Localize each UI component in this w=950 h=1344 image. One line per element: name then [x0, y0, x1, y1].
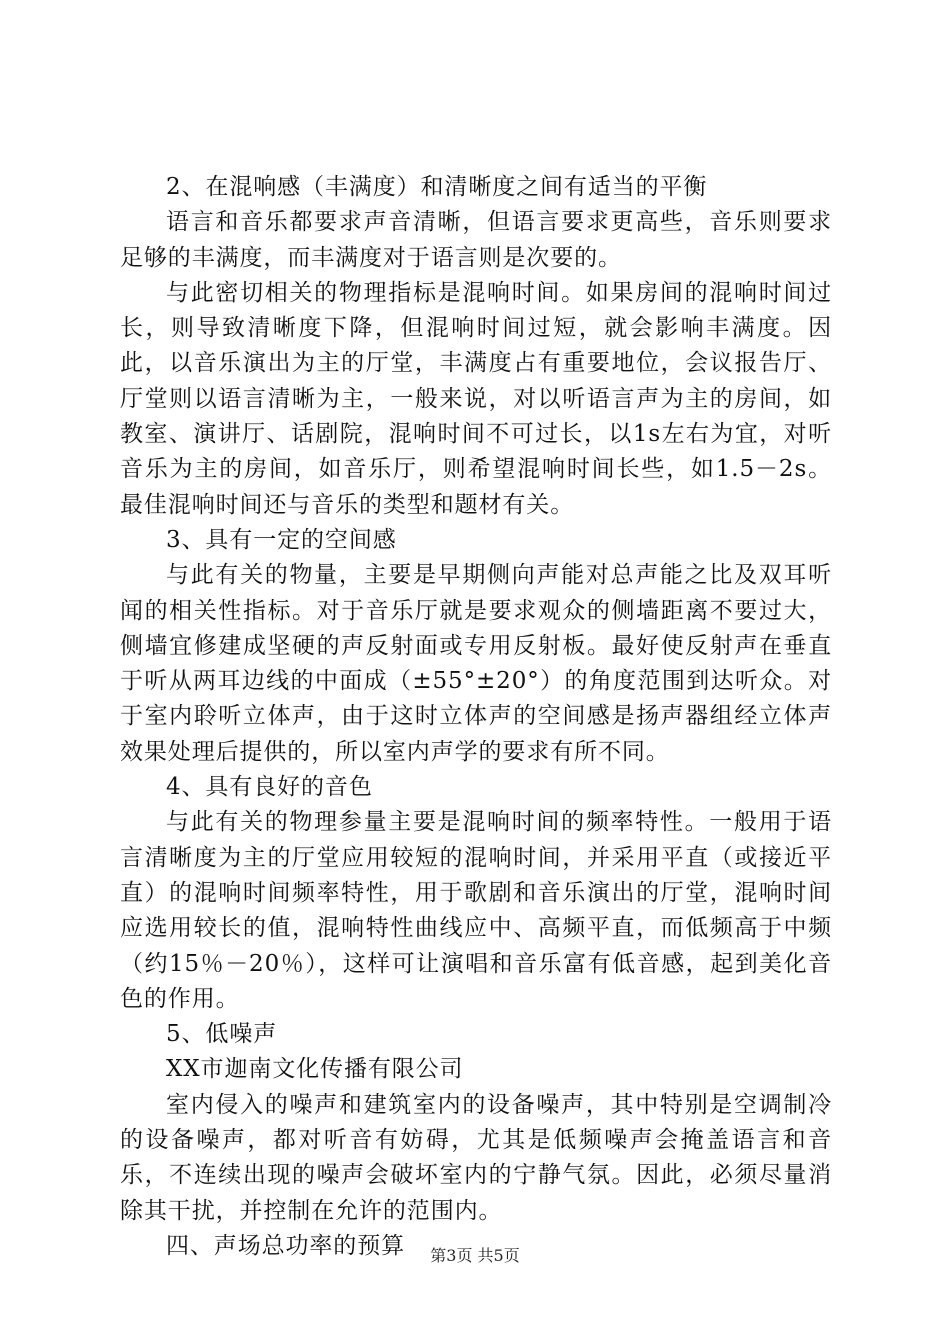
section-heading-timbre: 4、具有良好的音色	[166, 774, 373, 801]
page-footer	[0, 1246, 950, 1266]
page-number-label: 第3页 共5页	[430, 1246, 520, 1265]
body-paragraph: 与此有关的物量，主要是早期侧向声能对总声能之比及双耳听闻的相关性指标。对于音乐厅就是要求观众的侧墙距离不要过大，侧墙宜修建成坚硬的声反射面或专用反射板。最好使反射声在垂直于听从两耳边线的中面成（±55°±20°）的角度范围到达听众。对于室内聆听立体声，由于这时立体声的空间感是扬声器组经立体声效果处理后提供的，所以室内声学的要求有所不同。	[120, 562, 832, 765]
document-body	[120, 170, 832, 1264]
body-paragraph: 语言和音乐都要求声音清晰，但语言要求更高些，音乐则要求足够的丰满度，而丰满度对于语言则是次要的。	[120, 209, 832, 271]
section-heading-power-budget: 四、声场总功率的预算	[166, 1232, 405, 1259]
body-paragraph: 与此密切相关的物理指标是混响时间。如果房间的混响时间过长，则导致清晰度下降，但混响时间过短，就会影响丰满度。因此，以音乐演出为主的厅堂，丰满度占有重要地位，会议报告厅、厅堂则以语言清晰为主，一般来说，对以听语言声为主的房间，如教室、演讲厅、话剧院，混响时间不可过长，以1s左右为宜，对听音乐为主的房间，如音乐厅，则希望混响时间长些，如1.5－2s。最佳混响时间还与音乐的类型和题材有关。	[120, 279, 832, 518]
section-heading-balance: 2、在混响感（丰满度）和清晰度之间有适当的平衡	[166, 174, 708, 200]
body-paragraph: 与此有关的物理参量主要是混响时间的频率特性。一般用于语言清晰度为主的厅堂应用较短的混响时间，并采用平直（或接近平直）的混响时间频率特性，用于歌剧和音乐演出的厅堂，混响时间应选用较长的值，混响特性曲线应中、高频平直，而低频高于中频（约15％－20％），这样可让演唱和音乐富有低音感，起到美化音色的作用。	[120, 809, 832, 1012]
body-paragraph: 室内侵入的噪声和建筑室内的设备噪声，其中特别是空调制冷的设备噪声，都对听音有妨碍，尤其是低频噪声会掩盖语言和音乐，不连续出现的噪声会破坏室内的宁静气氛。因此，必须尽量消除其干扰，并控制在允许的范围内。	[120, 1091, 832, 1224]
company-name-line: XX市迦南文化传播有限公司	[166, 1056, 464, 1083]
section-heading-spaciousness: 3、具有一定的空间感	[166, 526, 397, 553]
section-heading-low-noise: 5、低噪声	[166, 1021, 278, 1048]
